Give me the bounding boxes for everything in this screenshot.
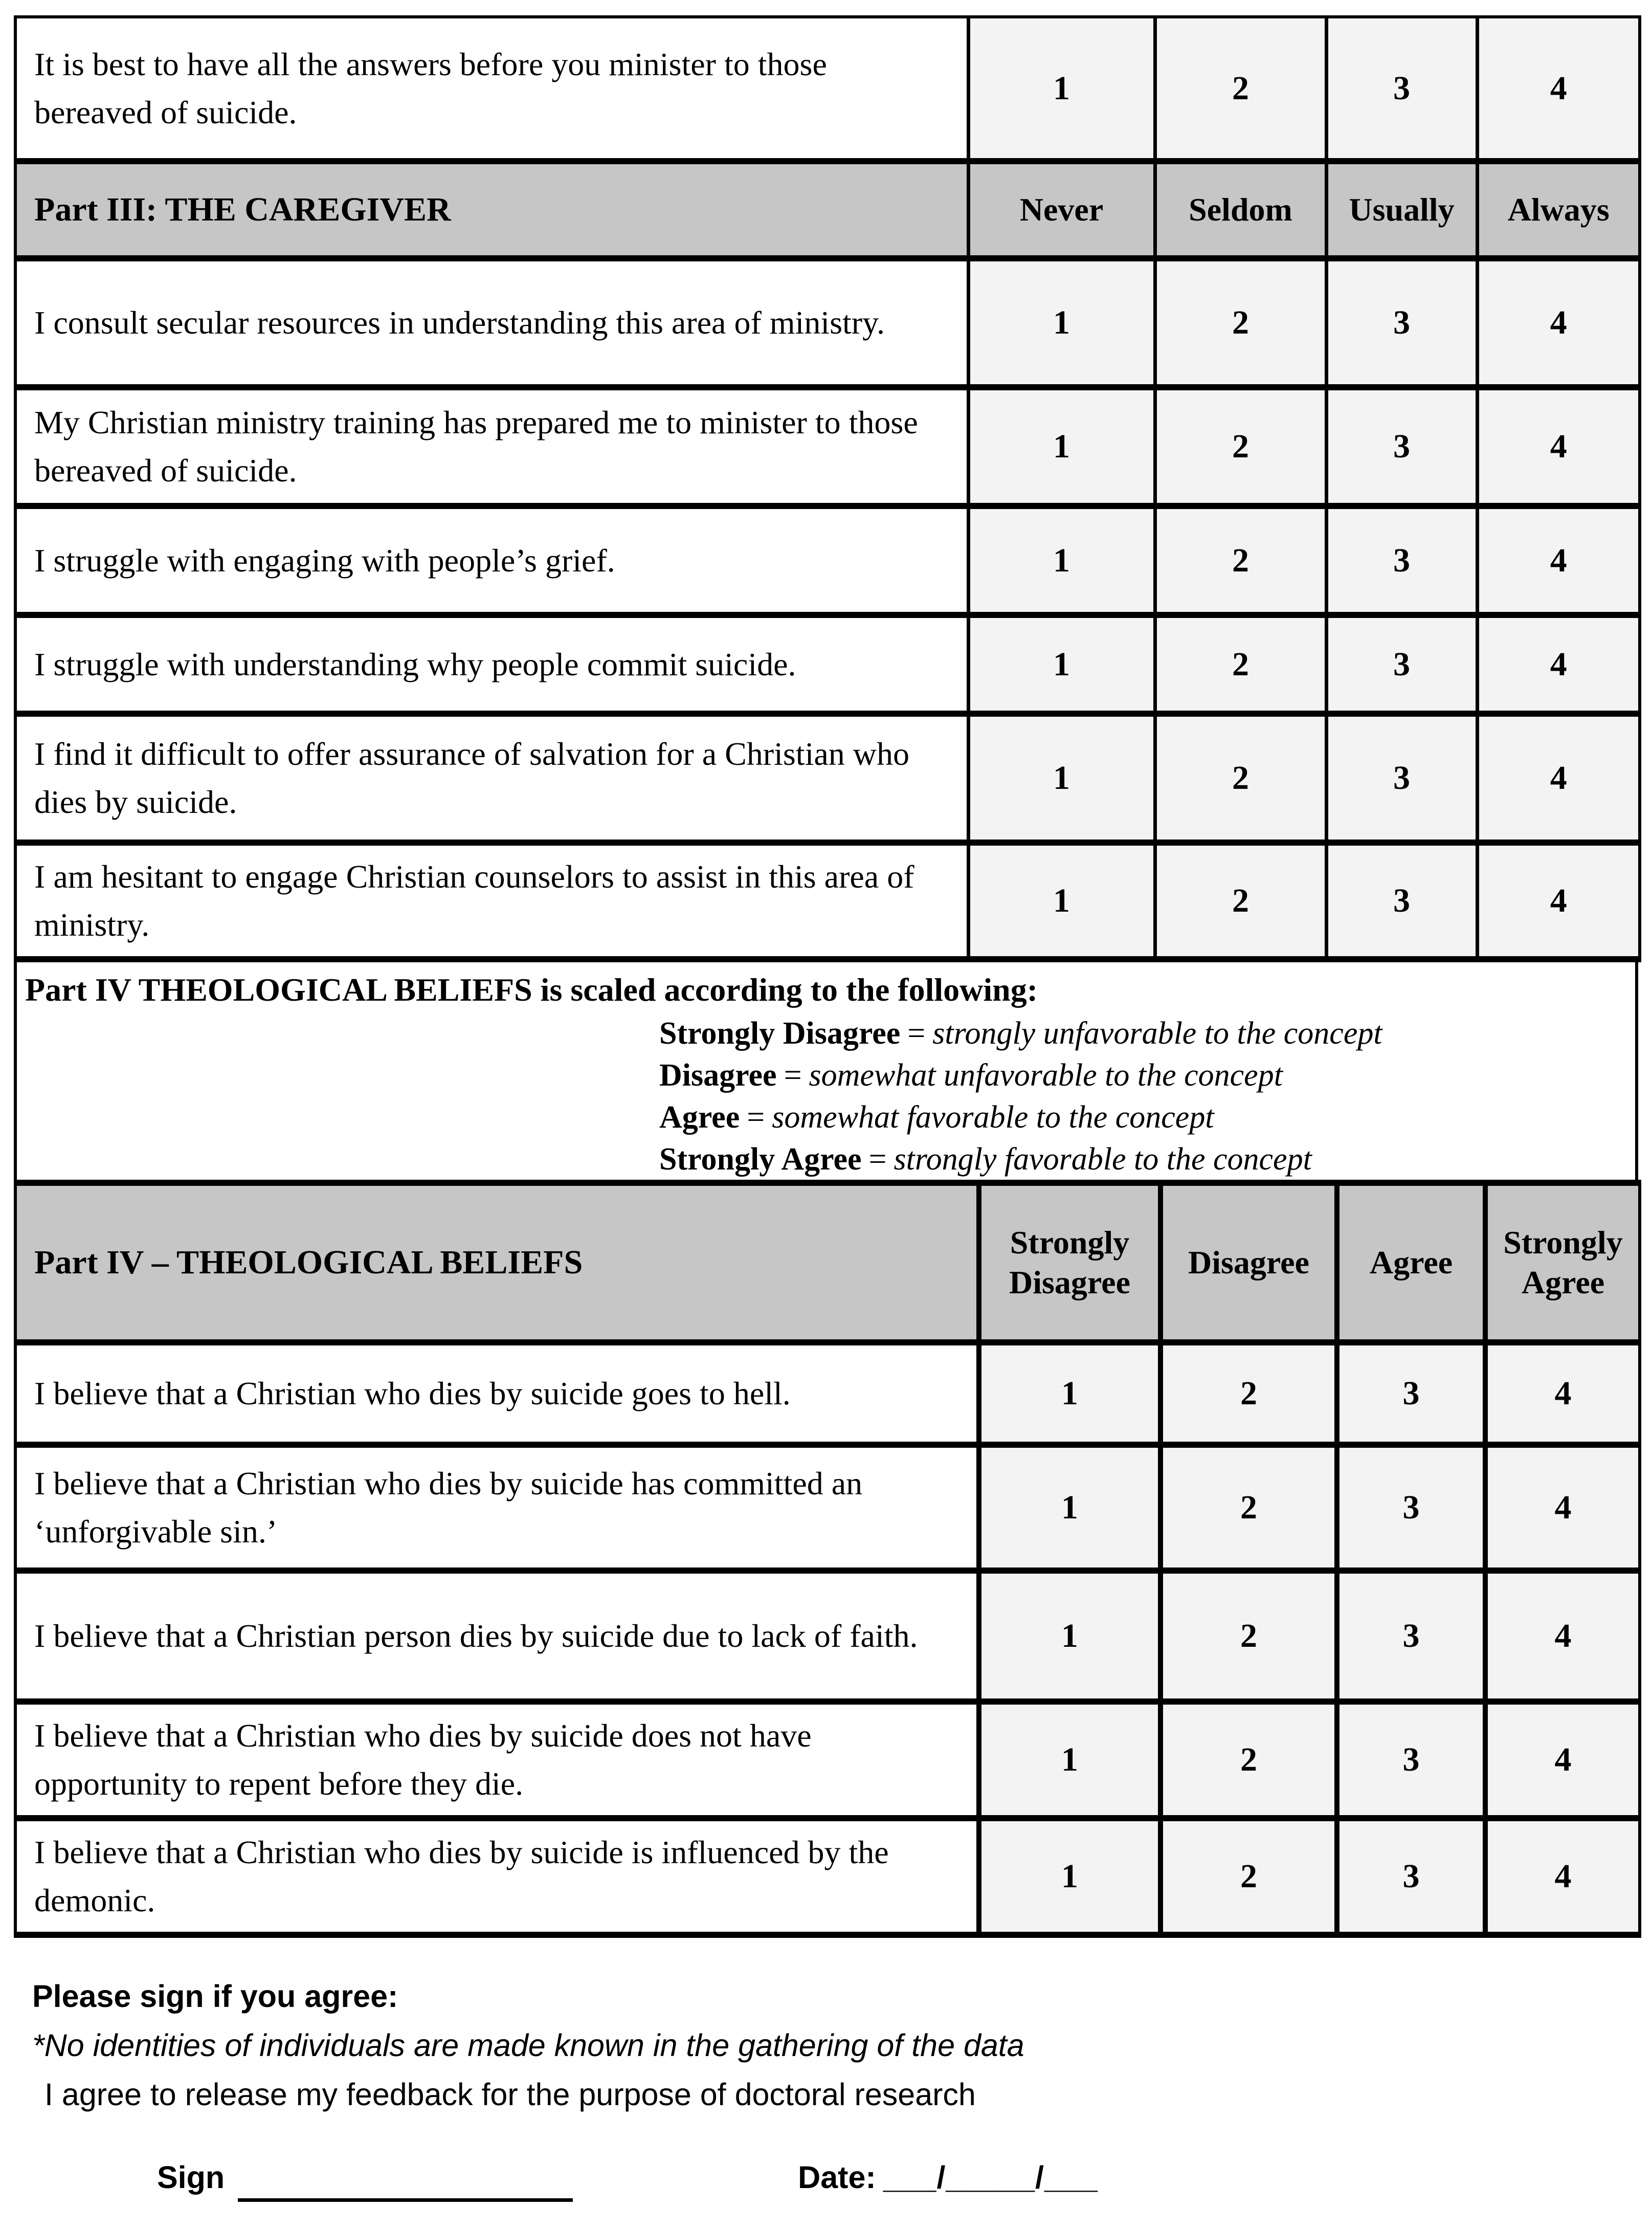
part4-scale-note [14, 962, 1638, 1180]
col-header-always: Always [1477, 161, 1640, 258]
rating-option-3[interactable]: 3 [1337, 1571, 1485, 1702]
rating-option-1[interactable]: 1 [968, 506, 1155, 615]
rating-option-3[interactable]: 3 [1326, 506, 1477, 615]
table-row [15, 17, 1640, 161]
table-row [15, 1445, 1640, 1571]
rating-option-2[interactable]: 2 [1155, 17, 1326, 161]
rating-option-1[interactable]: 1 [968, 17, 1155, 161]
part3-table [14, 15, 1641, 962]
question-cell: I consult secular resources in understanding this area of ministry. [15, 258, 968, 387]
col-header-seldom: Seldom [1155, 161, 1326, 258]
part4-header-row [15, 1183, 1640, 1342]
rating-option-4[interactable]: 4 [1477, 506, 1640, 615]
table-row [15, 506, 1640, 615]
rating-option-3[interactable]: 3 [1326, 387, 1477, 506]
rating-option-2[interactable]: 2 [1155, 843, 1326, 959]
rating-option-1[interactable]: 1 [979, 1445, 1160, 1571]
scale-note-title: Part IV THEOLOGICAL BELIEFS is scaled according to the following: [25, 972, 1038, 1008]
rating-option-4[interactable]: 4 [1485, 1818, 1640, 1935]
rating-option-2[interactable]: 2 [1160, 1342, 1337, 1445]
rating-option-1[interactable]: 1 [968, 258, 1155, 387]
question-cell: I believe that a Christian person dies by suicide due to lack of faith. [15, 1571, 979, 1702]
rating-option-2[interactable]: 2 [1155, 506, 1326, 615]
part3-header-row [15, 161, 1640, 258]
col-header-never: Never [968, 161, 1155, 258]
rating-option-4[interactable]: 4 [1477, 258, 1640, 387]
col-header-disagree: Disagree [1160, 1183, 1337, 1342]
rating-option-3[interactable]: 3 [1326, 843, 1477, 959]
col-header-agree: Agree [1337, 1183, 1485, 1342]
rating-option-1[interactable]: 1 [979, 1342, 1160, 1445]
rating-option-3[interactable]: 3 [1337, 1702, 1485, 1818]
date-blanks[interactable]: ___/_____/___ [883, 2160, 1098, 2195]
date-label: Date: [798, 2160, 876, 2195]
sign-prompt: Please sign if you agree: [32, 1979, 398, 2014]
scale-definition: Strongly Disagree = strongly unfavorable to the concept [659, 1016, 1382, 1051]
scale-definition: Disagree = somewhat unfavorable to the concept [659, 1058, 1283, 1093]
part3-header-title: Part III: THE CAREGIVER [15, 161, 968, 258]
table-row [15, 1571, 1640, 1702]
scale-definition: Strongly Agree = strongly favorable to the concept [659, 1142, 1312, 1177]
table-row [15, 1818, 1640, 1935]
col-header-strongly-agree: Strongly Agree [1485, 1183, 1640, 1342]
rating-option-1[interactable]: 1 [968, 843, 1155, 959]
part4-header-title: Part IV – THEOLOGICAL BELIEFS [15, 1183, 979, 1342]
table-row [15, 714, 1640, 843]
signature-line[interactable] [238, 2169, 573, 2202]
rating-option-2[interactable]: 2 [1160, 1571, 1337, 1702]
question-cell: It is best to have all the answers before you minister to those bereaved of suicide. [15, 17, 968, 161]
sign-label: Sign [157, 2160, 225, 2195]
rating-option-4[interactable]: 4 [1477, 843, 1640, 959]
question-cell: I believe that a Christian who dies by suicide does not have opportunity to repent before they die. [15, 1702, 979, 1818]
rating-option-4[interactable]: 4 [1477, 615, 1640, 714]
rating-option-3[interactable]: 3 [1326, 714, 1477, 843]
rating-option-1[interactable]: 1 [968, 714, 1155, 843]
col-header-usually: Usually [1326, 161, 1477, 258]
rating-option-3[interactable]: 3 [1326, 615, 1477, 714]
rating-option-2[interactable]: 2 [1160, 1818, 1337, 1935]
rating-option-3[interactable]: 3 [1337, 1342, 1485, 1445]
part4-table [14, 1180, 1641, 1938]
signature-section [0, 1938, 1652, 2202]
table-row [15, 1342, 1640, 1445]
question-cell: I believe that a Christian who dies by suicide goes to hell. [15, 1342, 979, 1445]
question-cell: I am hesitant to engage Christian counselors to assist in this area of ministry. [15, 843, 968, 959]
scale-definition: Agree = somewhat favorable to the concept [659, 1100, 1214, 1135]
rating-option-2[interactable]: 2 [1155, 258, 1326, 387]
anonymity-note: *No identities of individuals are made known in the gathering of the data [32, 2028, 1024, 2063]
question-cell: I find it difficult to offer assurance of salvation for a Christian who dies by suicide. [15, 714, 968, 843]
rating-option-3[interactable]: 3 [1326, 17, 1477, 161]
table-row [15, 387, 1640, 506]
rating-option-4[interactable]: 4 [1485, 1571, 1640, 1702]
rating-option-3[interactable]: 3 [1337, 1818, 1485, 1935]
rating-option-4[interactable]: 4 [1485, 1445, 1640, 1571]
sign-date-row [32, 2153, 1652, 2202]
table-row [15, 615, 1640, 714]
rating-option-4[interactable]: 4 [1485, 1702, 1640, 1818]
rating-option-3[interactable]: 3 [1326, 258, 1477, 387]
rating-option-2[interactable]: 2 [1160, 1702, 1337, 1818]
rating-option-2[interactable]: 2 [1160, 1445, 1337, 1571]
agree-statement: I agree to release my feedback for the purpose of doctoral research [44, 2077, 976, 2112]
rating-option-2[interactable]: 2 [1155, 714, 1326, 843]
rating-option-1[interactable]: 1 [968, 387, 1155, 506]
rating-option-2[interactable]: 2 [1155, 387, 1326, 506]
rating-option-1[interactable]: 1 [968, 615, 1155, 714]
rating-option-2[interactable]: 2 [1155, 615, 1326, 714]
table-row [15, 1702, 1640, 1818]
col-header-strongly-disagree: Strongly Disagree [979, 1183, 1160, 1342]
table-row [15, 843, 1640, 959]
rating-option-4[interactable]: 4 [1477, 17, 1640, 161]
question-cell: I struggle with engaging with people’s grief. [15, 506, 968, 615]
question-cell: My Christian ministry training has prepared me to minister to those bereaved of suicide. [15, 387, 968, 506]
question-cell: I struggle with understanding why people commit suicide. [15, 615, 968, 714]
table-row [15, 258, 1640, 387]
rating-option-4[interactable]: 4 [1485, 1342, 1640, 1445]
rating-option-4[interactable]: 4 [1477, 714, 1640, 843]
rating-option-1[interactable]: 1 [979, 1702, 1160, 1818]
rating-option-1[interactable]: 1 [979, 1571, 1160, 1702]
rating-option-4[interactable]: 4 [1477, 387, 1640, 506]
question-cell: I believe that a Christian who dies by suicide has committed an ‘unforgivable sin.’ [15, 1445, 979, 1571]
question-cell: I believe that a Christian who dies by suicide is influenced by the demonic. [15, 1818, 979, 1935]
rating-option-1[interactable]: 1 [979, 1818, 1160, 1935]
rating-option-3[interactable]: 3 [1337, 1445, 1485, 1571]
